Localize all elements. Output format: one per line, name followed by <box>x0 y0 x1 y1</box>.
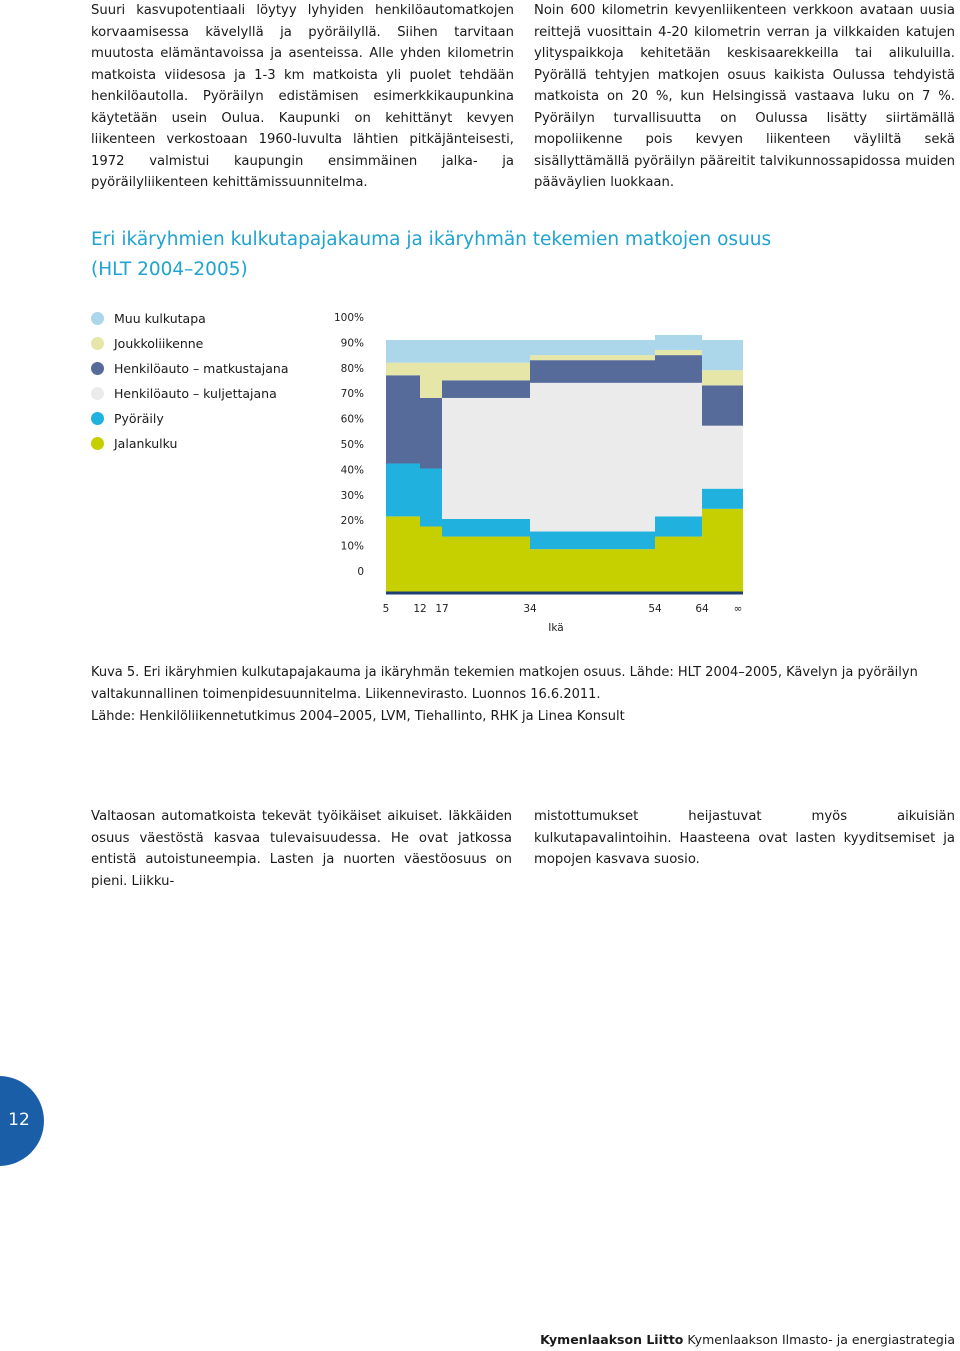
y-tick-label: 50% <box>340 439 364 451</box>
y-tick-label: 30% <box>340 489 364 502</box>
area-segment <box>702 340 743 370</box>
area-segment <box>530 360 655 383</box>
legend-item <box>91 431 288 456</box>
y-tick-label: 60% <box>340 413 364 426</box>
area-segment <box>442 537 530 592</box>
area-segment <box>702 489 743 509</box>
paragraph: Noin 600 kilometrin kevyenliikenteen verkkoon avataan uusia reittejä vuosittain 4-20 kilometrin verran ja vilkkaiden katujen ylityspaikkoja kehitetään keskisaarekkeilla tai alikuluilla. Pyörällä tehtyjen matkojen osuus kaikista Oulussa tehdyistä matkoista on 20 %, kun Helsingissä vastaava luku on 7 %. Pyöräilyn turvallisuutta on Oulussa lisätty siirtämällä mopoliikenne pois kevyen liikenteen väyliltä sekä sisällyttämällä pyöräilyn pääreitit talvikunnossapidossa muiden pääväylien luokkaan. <box>534 3 955 190</box>
area-segment <box>420 469 442 527</box>
legend-item <box>91 406 288 431</box>
y-tick-label: 100% <box>333 312 364 324</box>
area-segment <box>655 383 702 517</box>
legend-swatch <box>91 437 104 450</box>
legend-swatch <box>91 412 104 425</box>
x-tick-label: 12 <box>413 603 427 615</box>
y-tick-label: 0 <box>357 566 364 578</box>
area-segment <box>442 519 530 537</box>
area-segment <box>420 526 442 592</box>
legend-item <box>91 306 288 331</box>
legend-label: Jalankulku <box>114 436 178 451</box>
legend-swatch <box>91 337 104 350</box>
stacked-area-chart <box>330 300 770 640</box>
figure-title: Eri ikäryhmien kulkutapajakauma ja ikäryhmän tekemien matkojen osuus (HLT 2004–2005) <box>91 229 772 280</box>
paragraph: mistottumukset heijastuvat myös aikuisiän kulkutapavalintoihin. Haasteena ovat lasten kyyditsemiset ja mopojen kasvava suosio. <box>534 809 955 867</box>
body-column-top-right <box>534 0 955 194</box>
body-column-top-left <box>91 0 514 194</box>
legend-swatch <box>91 387 104 400</box>
area-segment <box>655 516 702 536</box>
y-tick-label: 90% <box>340 337 364 350</box>
area-segment <box>655 335 702 350</box>
paragraph: Valtaosan automatkoista tekevät työikäiset aikuiset. Iäkkäiden osuus väestöstä kasvaa tulevaisuudessa. He ovat jatkossa entistä autoistuneempia. Lasten ja nuorten väestöosuus on pieni. Liikku- <box>91 809 512 889</box>
legend-item <box>91 381 288 406</box>
legend-label: Joukkoliikenne <box>114 336 204 351</box>
chart-legend <box>91 306 288 456</box>
area-segment <box>442 340 530 363</box>
area-segment <box>530 383 655 532</box>
x-tick-label: 17 <box>435 603 449 615</box>
area-segment <box>442 398 530 519</box>
area-segment <box>386 516 420 592</box>
y-tick-label: 80% <box>340 362 364 375</box>
area-segment <box>530 532 655 550</box>
legend-item <box>91 356 288 381</box>
area-segment <box>386 375 420 463</box>
x-tick-label: 34 <box>523 603 537 615</box>
x-axis-label: Ikä <box>548 622 564 634</box>
x-tick-label: 54 <box>648 603 662 615</box>
legend-label: Muu kulkutapa <box>114 311 206 326</box>
area-segment <box>386 463 420 516</box>
y-tick-label: 40% <box>340 464 364 477</box>
area-segment <box>655 537 702 592</box>
figure-caption <box>91 662 960 728</box>
area-segment <box>530 549 655 592</box>
caption-source: Lähde: Henkilöliikennetutkimus 2004–2005, LVM, Tiehallinto, RHK ja Linea Konsult <box>91 709 625 724</box>
footer-publication: Kymenlaakson Ilmasto- ja energiastrategia <box>687 1332 955 1347</box>
area-segment <box>442 363 530 381</box>
area-segment <box>442 380 530 398</box>
area-segment <box>386 363 420 376</box>
legend-item <box>91 331 288 356</box>
y-tick-label: 10% <box>340 540 364 553</box>
x-tick-label: 64 <box>695 603 709 615</box>
area-segment <box>420 363 442 398</box>
body-column-bottom-right <box>534 806 955 871</box>
area-segment <box>655 355 702 383</box>
area-segment <box>702 426 743 489</box>
page-footer <box>540 1332 955 1347</box>
area-segment <box>530 340 655 355</box>
y-tick-label: 70% <box>340 388 364 401</box>
area-segment <box>655 350 702 355</box>
area-segment <box>702 509 743 592</box>
paragraph: Suuri kasvupotentiaali löytyy lyhyiden henkilöautomatkojen korvaamisessa kävelyllä ja pyöräilyllä. Siihen tarvitaan muutosta elämäntavoissa ja asenteissa. Alle yhden kilometrin matkoista viidesosa ja 1-3 km matkoista yli puolet tehdään henkilöautolla. Pyöräilyn edistämisen esimerkkikaupunkina käytetään usein Oulua. Kaupunki on kehittänyt kevyen liikenteen verkostoaan 1960-luvulta lähtien pitkäjänteisesti, 1972 valmistui kaupungin ensimmäinen jalka- ja pyöräilyliikenteen kehittämissuunnitelma. <box>91 3 514 190</box>
area-segment <box>420 340 442 363</box>
area-segment <box>420 398 442 469</box>
legend-swatch <box>91 362 104 375</box>
x-tick-label: ∞ <box>733 603 743 615</box>
legend-label: Henkilöauto – matkustajana <box>114 361 289 376</box>
legend-label: Pyöräily <box>114 411 164 426</box>
x-tick-label: 5 <box>382 603 390 615</box>
footer-brand: Kymenlaakson Liitto <box>540 1332 684 1347</box>
y-tick-label: 20% <box>340 515 364 528</box>
body-column-bottom-left <box>91 806 512 892</box>
legend-swatch <box>91 312 104 325</box>
area-segment <box>702 385 743 425</box>
area-segment <box>530 355 655 360</box>
area-segment <box>702 370 743 385</box>
legend-label: Henkilöauto – kuljettajana <box>114 386 277 401</box>
area-segment <box>386 340 420 363</box>
page-number: 12 <box>8 1110 30 1130</box>
caption-line: Kuva 5. Eri ikäryhmien kulkutapajakauma ja ikäryhmän tekemien matkojen osuus. Lähde: HLT 2004–2005, Kävelyn ja pyöräilyn valtakunnallinen toimenpidesuunnitelma. Liikennevirasto. Luonnos 16.6.2011. <box>91 665 918 702</box>
